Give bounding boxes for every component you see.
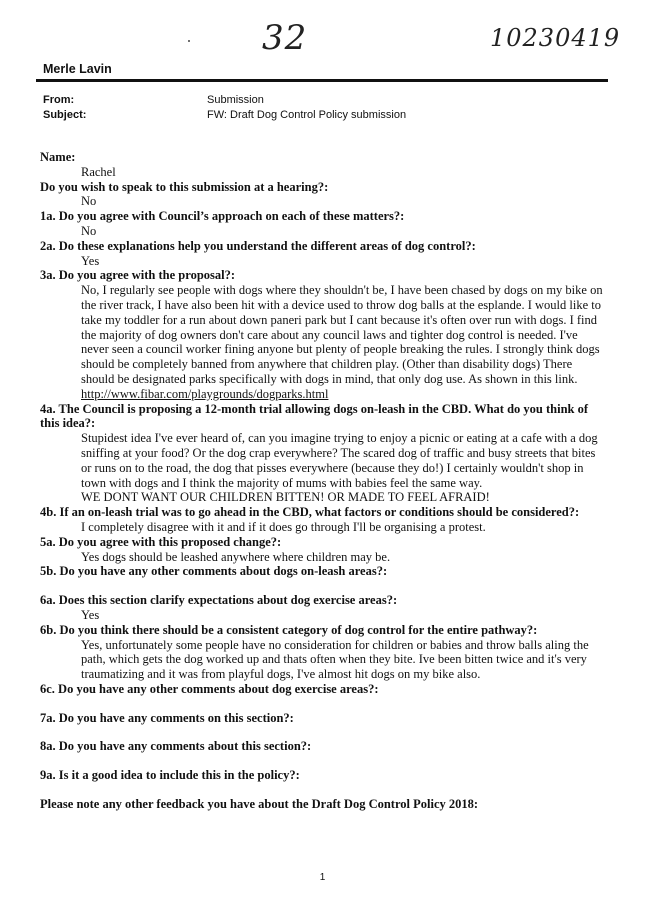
question-6c: 6c. Do you have any other comments about dog exercise areas?: [40,681,379,696]
answer-4a: Stupidest idea I've ever heard of, can you imagine trying to enjoy a picnic or eating at a cafe with a dog sniffing at your food? Or the dog crap everywhere? The scared dog of traffic and busy streets that bites or runs on to the road, the dog that pisses everywhere (because they do!) I certainly wouldn't shop in town with dogs and I think the majority of mums with babies feel the same way. [81,431,598,490]
sender-name: Merle Lavin [43,62,112,76]
answer-1a: No [81,223,97,238]
page-number: 1 [319,872,326,883]
handwritten-page-number: 32 [262,18,308,58]
from-value: Submission [207,94,264,106]
answer-3a-link[interactable]: http://www.fibar.com/playgrounds/dogparks.html [81,386,329,401]
name-question: Name: [40,150,76,164]
spacer [40,697,605,711]
question-5b: 5b. Do you have any other comments about dogs on-leash areas?: [40,564,388,579]
hearing-question: Do you wish to speak to this submission at a hearing?: [40,179,329,194]
spacer [40,783,605,797]
handwritten-reference-number: 10230419 [490,24,621,52]
question-4a: 4a. The Council is proposing a 12-month trial allowing dogs on-leash in the CBD. What do you think of this idea?: [40,401,589,431]
subject-value: FW: Draft Dog Control Policy submission [207,109,407,121]
question-1a: 1a. Do you agree with Council’s approach on each of these matters?: [40,209,405,224]
spacer [40,579,605,593]
question-2a: 2a. Do these explanations help you understand the different areas of dog control?: [40,238,476,253]
question-6a: 6a. Does this section clarify expectations about dog exercise areas?: [40,593,398,608]
answer-3a: No, I regularly see people with dogs where they shouldn't be, I have been chased by dogs on my bike on the river track, I have also been hit with a device used to throw dog balls at the esplande. I would like to take my toddler for a run about down paneri park but I cant because it's often over run with dogs. I find the majority of dog owners don't care about any council laws and tighter dog control is needed. I've never seen a council worker fining anyone but plenty of people breaking the rules. I strongly think dogs should be completely banned from anywhere that children play. (Other than disability dogs) There should be designated parks specifically with dogs in mind, that only dog use. As shown in this link. [81,283,603,386]
question-5a: 5a. Do you agree with this proposed change?: [40,534,282,549]
answer-4a-caps: WE DONT WANT OUR CHILDREN BITTEN! OR MADE TO FEEL AFRAID! [81,490,490,505]
question-8a: 8a. Do you have any comments about this section?: [40,739,312,754]
hearing-answer: No [81,194,97,209]
answer-2a: Yes [81,253,100,268]
from-label: From: [43,94,75,106]
question-4b: 4b. If an on-leash trial was to go ahead in the CBD, what factors or conditions should be considered?: [40,505,580,520]
header-rule [36,79,608,82]
question-6b: 6b. Do you think there should be a consistent category of dog control for the entire pathway?: [40,622,538,637]
answer-6b: Yes, unfortunately some people have no consideration for children or babies and throw balls aling the path, which gets the dog worked up and thats often when they bite. Ive been bitten twice and it's very traumatizing and it was from playful dogs, I've almost hit dogs on my bike also. [81,637,589,682]
spacer [40,725,605,739]
spacer [40,754,605,768]
question-7a: 7a. Do you have any comments on this section?: [40,710,294,725]
submission-body [40,150,605,812]
answer-4b: I completely disagree with it and if it does go through I'll be organising a protest. [81,519,486,534]
ink-speck [188,40,190,42]
question-9a: 9a. Is it a good idea to include this in the policy?: [40,768,300,783]
question-3a: 3a. Do you agree with the proposal?: [40,268,236,283]
final-feedback-question: Please note any other feedback you have about the Draft Dog Control Policy 2018: [40,797,479,812]
subject-label: Subject: [43,109,87,121]
answer-6a: Yes [81,607,100,622]
answer-5a: Yes dogs should be leashed anywhere where children may be. [81,549,391,564]
name-answer: Rachel [81,164,116,179]
